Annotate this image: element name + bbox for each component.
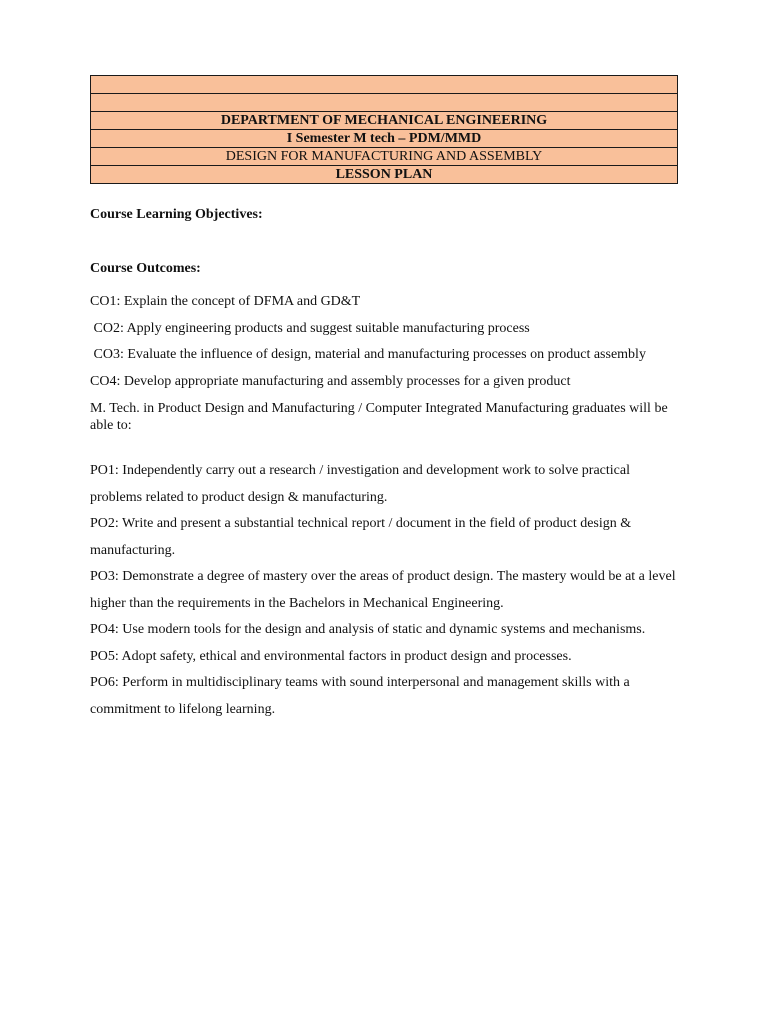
objectives-heading: Course Learning Objectives: xyxy=(90,207,263,222)
outcomes-heading: Course Outcomes: xyxy=(90,261,201,276)
header-row-blank-2 xyxy=(91,94,678,112)
program-outcome-po6: PO6: Perform in multidisciplinary teams with sound interpersonal and management skills with a commitment to lifelong learning. xyxy=(90,675,630,717)
program-outcome-po4: PO4: Use modern tools for the design and analysis of static and dynamic systems and mechanisms. xyxy=(90,622,646,637)
document-body xyxy=(90,205,680,723)
program-outcome-po3: PO3: Demonstrate a degree of mastery over the areas of product design. The mastery would be at a level higher than the requirements in the Bachelors in Mechanical Engineering. xyxy=(90,569,676,611)
course-outcome-co4: CO4: Develop appropriate manufacturing and assembly processes for a given product xyxy=(90,373,571,389)
program-outcome-po2: PO2: Write and present a substantial technical report / document in the field of product design & manufacturing. xyxy=(90,516,632,558)
graduates-intro: M. Tech. in Product Design and Manufacturing / Computer Integrated Manufacturing graduates will be able to: xyxy=(90,401,668,433)
program-outcome-po1: PO1: Independently carry out a research / investigation and development work to solve practical problems related to product design & manufacturing. xyxy=(90,463,630,505)
program-outcomes-list xyxy=(90,458,680,723)
semester-title: I Semester M tech – PDM/MMD xyxy=(91,130,678,148)
program-outcome-po5: PO5: Adopt safety, ethical and environmental factors in product design and processes. xyxy=(90,648,572,664)
course-title: DESIGN FOR MANUFACTURING AND ASSEMBLY xyxy=(91,148,678,166)
header-row-lesson-plan xyxy=(91,166,678,184)
header-row-course xyxy=(91,148,678,166)
department-title: DEPARTMENT OF MECHANICAL ENGINEERING xyxy=(91,112,678,130)
course-outcome-co2: CO2: Apply engineering products and suggest suitable manufacturing process xyxy=(90,320,530,336)
header-row-semester xyxy=(91,130,678,148)
course-outcome-co1: CO1: Explain the concept of DFMA and GD&T xyxy=(90,294,361,309)
lesson-plan-header-table xyxy=(90,75,678,184)
header-row-blank-1 xyxy=(91,76,678,94)
header-cell-blank-2 xyxy=(91,94,678,112)
lesson-plan-title: LESSON PLAN xyxy=(91,166,678,184)
header-row-department xyxy=(91,112,678,130)
header-cell-blank-1 xyxy=(91,76,678,94)
course-outcome-co3: CO3: Evaluate the influence of design, material and manufacturing processes on product assembly xyxy=(90,347,646,362)
course-outcomes-list xyxy=(90,289,680,395)
